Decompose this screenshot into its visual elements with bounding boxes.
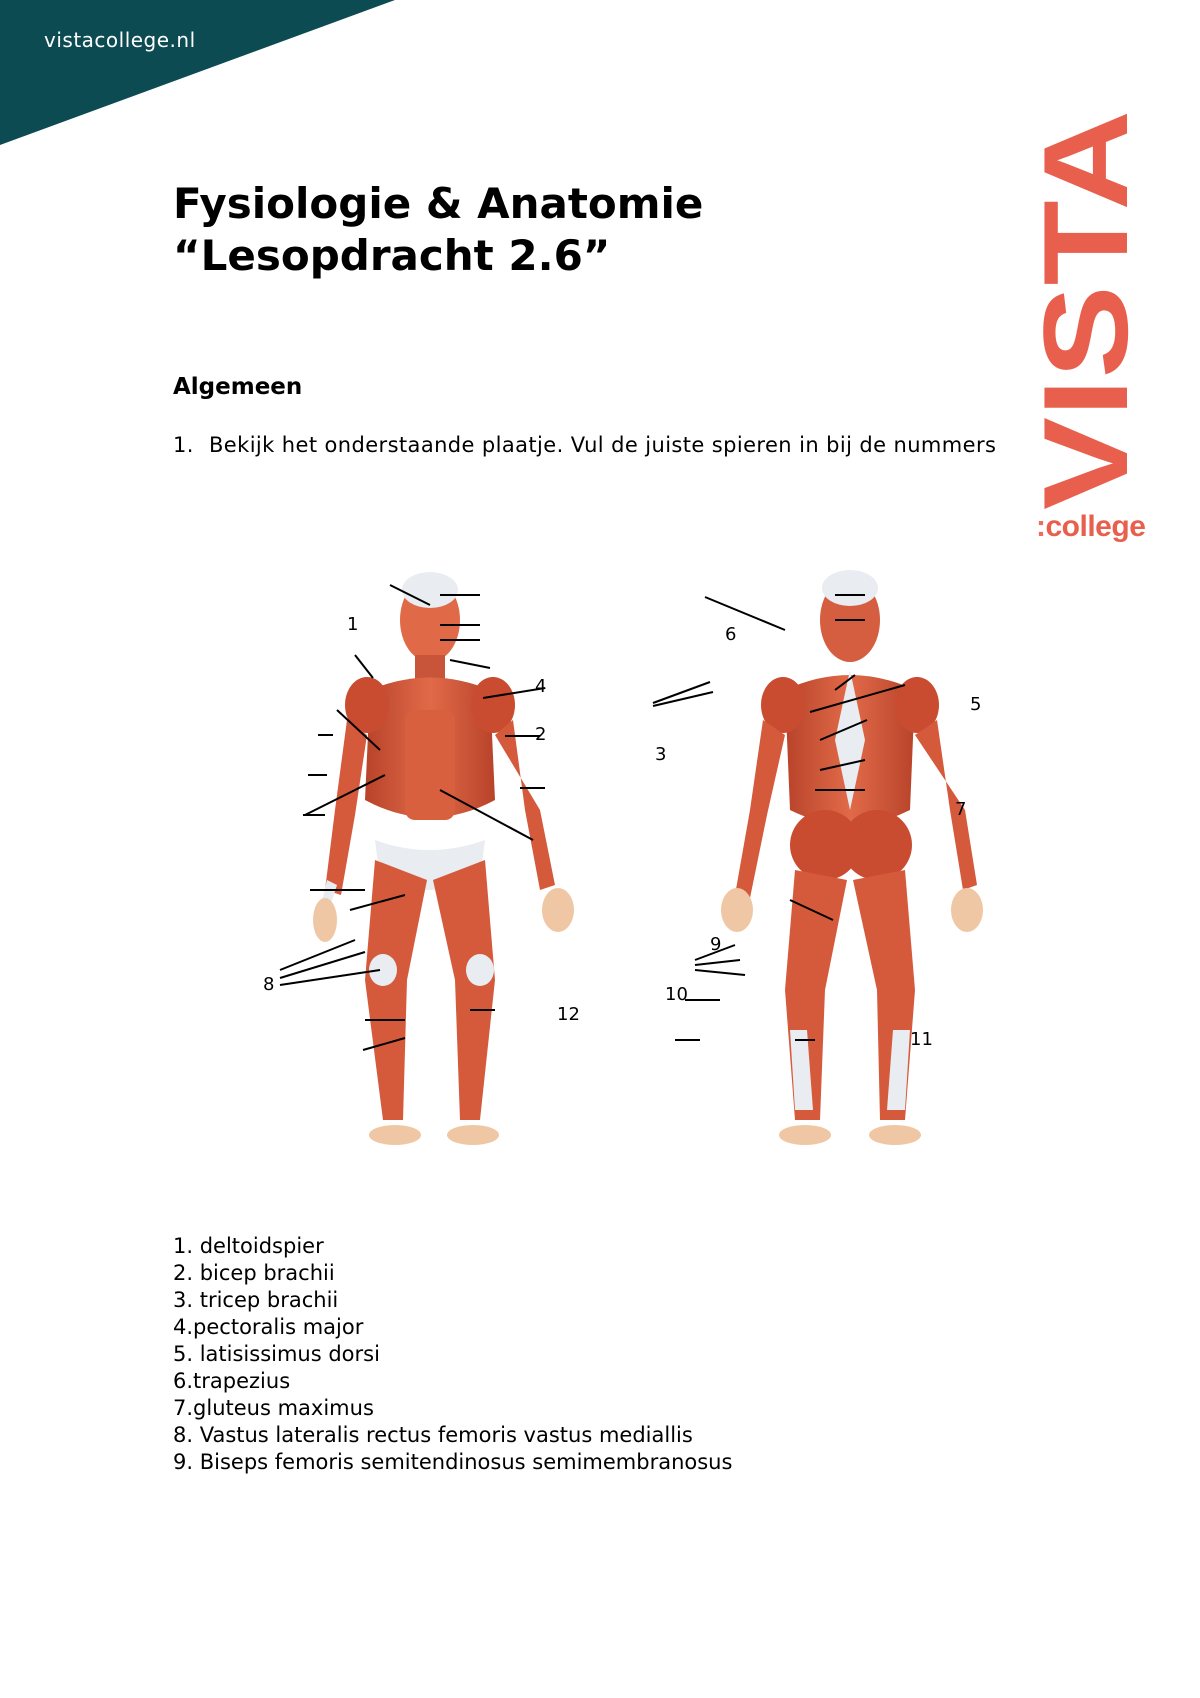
logo-sub-text: college [1045,510,1146,543]
title-line-2: “Lesopdracht 2.6” [173,231,611,280]
label-6: 6 [725,624,737,645]
question-number: 1. [173,433,194,457]
page-title [173,178,703,282]
question-1 [173,432,1003,459]
svg-text:VISTA: VISTA [1019,165,1153,510]
header-banner [0,0,400,150]
answer-item: 7.gluteus maximus [173,1396,374,1420]
answer-item: 2. bicep brachii [173,1261,335,1285]
answer-list [173,1233,732,1476]
label-1: 1 [347,614,359,635]
label-10: 10 [665,984,688,1005]
label-11: 11 [910,1029,933,1050]
back-body [721,570,983,1145]
label-7: 7 [955,799,967,820]
label-9: 9 [710,934,722,955]
title-line-1: Fysiologie & Anatomie [173,179,704,228]
answer-item: 1. deltoidspier [173,1234,324,1258]
logo-colon: : [1036,510,1046,543]
label-2: 2 [535,724,547,745]
label-4: 4 [535,676,547,697]
section-heading: Algemeen [173,374,303,400]
site-url[interactable]: vistacollege.nl [44,28,196,52]
label-8: 8 [263,974,275,995]
label-12: 12 [557,1004,580,1025]
answer-item: 8. Vastus lateralis rectus femoris vastus mediallis [173,1423,693,1447]
label-5: 5 [970,694,982,715]
muscle-figure [255,560,1025,1150]
answer-item: 6.trapezius [173,1369,291,1393]
answer-item: 4.pectoralis major [173,1315,364,1339]
answer-item: 3. tricep brachii [173,1288,339,1312]
vista-logo-college [1036,510,1145,544]
question-text: Bekijk het onderstaande plaatje. Vul de juiste spieren in bij de nummers [209,433,997,457]
answer-item: 5. latisissimus dorsi [173,1342,380,1366]
label-3: 3 [655,744,667,765]
front-body [313,572,574,1145]
vista-logo [1015,80,1165,550]
answer-item: 9. Biseps femoris semitendinosus semimembranosus [173,1450,733,1474]
